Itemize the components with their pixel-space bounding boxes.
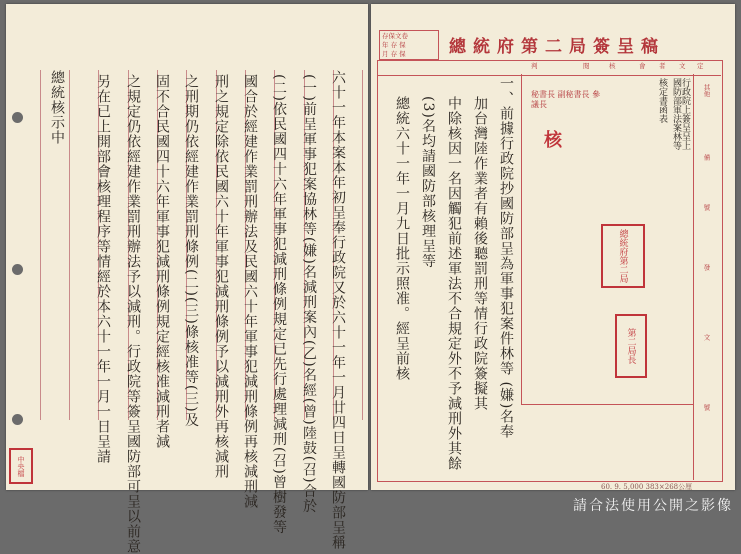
info-label: 號 <box>702 404 711 411</box>
field-label: 者 <box>659 62 666 70</box>
handwritten-column: 總統六十一年一月九日批示照准。經呈前核 <box>394 96 410 381</box>
margin-note: 行政院上簽呈呈上國防部軍法案林等 <box>671 78 690 150</box>
header-field: 存保文卷 <box>382 32 408 40</box>
handwritten-column: 之規定仍依經建作業罰刑辦法予以減刑。行政院等簽呈國防部可呈以前意 <box>125 74 141 554</box>
info-label: 文 <box>702 334 711 341</box>
info-label: 備 <box>702 154 711 161</box>
approval-roles: 秘書長 副秘書長 參議長 <box>531 90 601 110</box>
handwritten-column: 一、前據行政院抄國防部呈為軍事犯案件林等 (嫌)名奉 <box>498 76 514 440</box>
handwritten-column: (二)依民國四十六年軍事犯減刑條例規定已先行處理減刑(召)曾樹發等 <box>271 74 287 535</box>
watermark: 請合法使用公開之影像 <box>573 498 733 514</box>
handwritten-column: (3)名均請國防部核理呈等 <box>420 96 436 269</box>
header-field: 月 存 保 <box>382 50 406 58</box>
office-seal: 總統府第二局 <box>601 224 645 288</box>
handwritten-column: 中除核因一名因觸犯前述軍法不合規定外不予減刑外其餘 <box>446 96 462 471</box>
left-page <box>6 4 368 554</box>
handwritten-column: 加台灣陸作業者有賴後聽罰刑等情行政院簽擬其 <box>472 96 488 411</box>
field-label: 閱 <box>583 62 590 70</box>
field-label: 文 <box>679 62 686 70</box>
margin-note: 核定書函表 <box>657 78 667 123</box>
field-label: 會 <box>639 62 646 70</box>
info-label: 發 <box>702 264 711 271</box>
field-label: 判 <box>531 62 538 70</box>
archive-seal: 中央檔 <box>9 448 33 484</box>
handwritten-column: 六十一年本案本年初呈奉行政院又於六十一年一月廿四日呈轉國防部呈稱 <box>330 70 346 550</box>
approve-mark: 核 <box>544 130 562 151</box>
punch-hole <box>12 112 23 123</box>
info-label: 其他 <box>702 84 711 97</box>
handwritten-column: 刑之規定除依民國六十年軍事犯減刑條例予以減刑外再核減刑 <box>213 74 229 479</box>
punch-hole <box>12 414 23 425</box>
handwritten-column: 固不合民國四十六年軍事犯減刑條例規定經核准減刑者減 <box>154 74 170 449</box>
punch-hole <box>12 264 23 275</box>
field-label: 核 <box>609 62 616 70</box>
info-label: 號 <box>702 204 711 211</box>
handwritten-column: (一)前呈軍事犯案協林等(嫌)名減刑案內(乙)名經(曾)陸鼓(召)合於 <box>301 74 317 514</box>
handwritten-column: 國合於經建作業罰刑辦法及民國六十年軍事犯減刑條例再核減刑減 <box>242 74 258 509</box>
right-info-column <box>693 74 722 480</box>
director-seal: 第二局長 <box>615 314 647 378</box>
date-fields <box>521 404 693 481</box>
handwritten-column: 之刑期仍依經建作業罰刑條例(二)(三)條核准等(三)及 <box>183 74 199 428</box>
handwritten-column: 總統核示中 <box>49 70 65 145</box>
header-field: 年 存 保 <box>382 41 406 49</box>
right-page <box>371 4 735 490</box>
form-code: 60. 9. 5,000 383×268公厘 <box>601 483 693 491</box>
handwritten-column: 另在已上開部會核理程序等情經於本六十一年一月一日呈請 <box>95 74 111 464</box>
field-label: 定 <box>697 62 704 70</box>
form-title: 總統府第二局簽呈稿 <box>449 37 665 57</box>
